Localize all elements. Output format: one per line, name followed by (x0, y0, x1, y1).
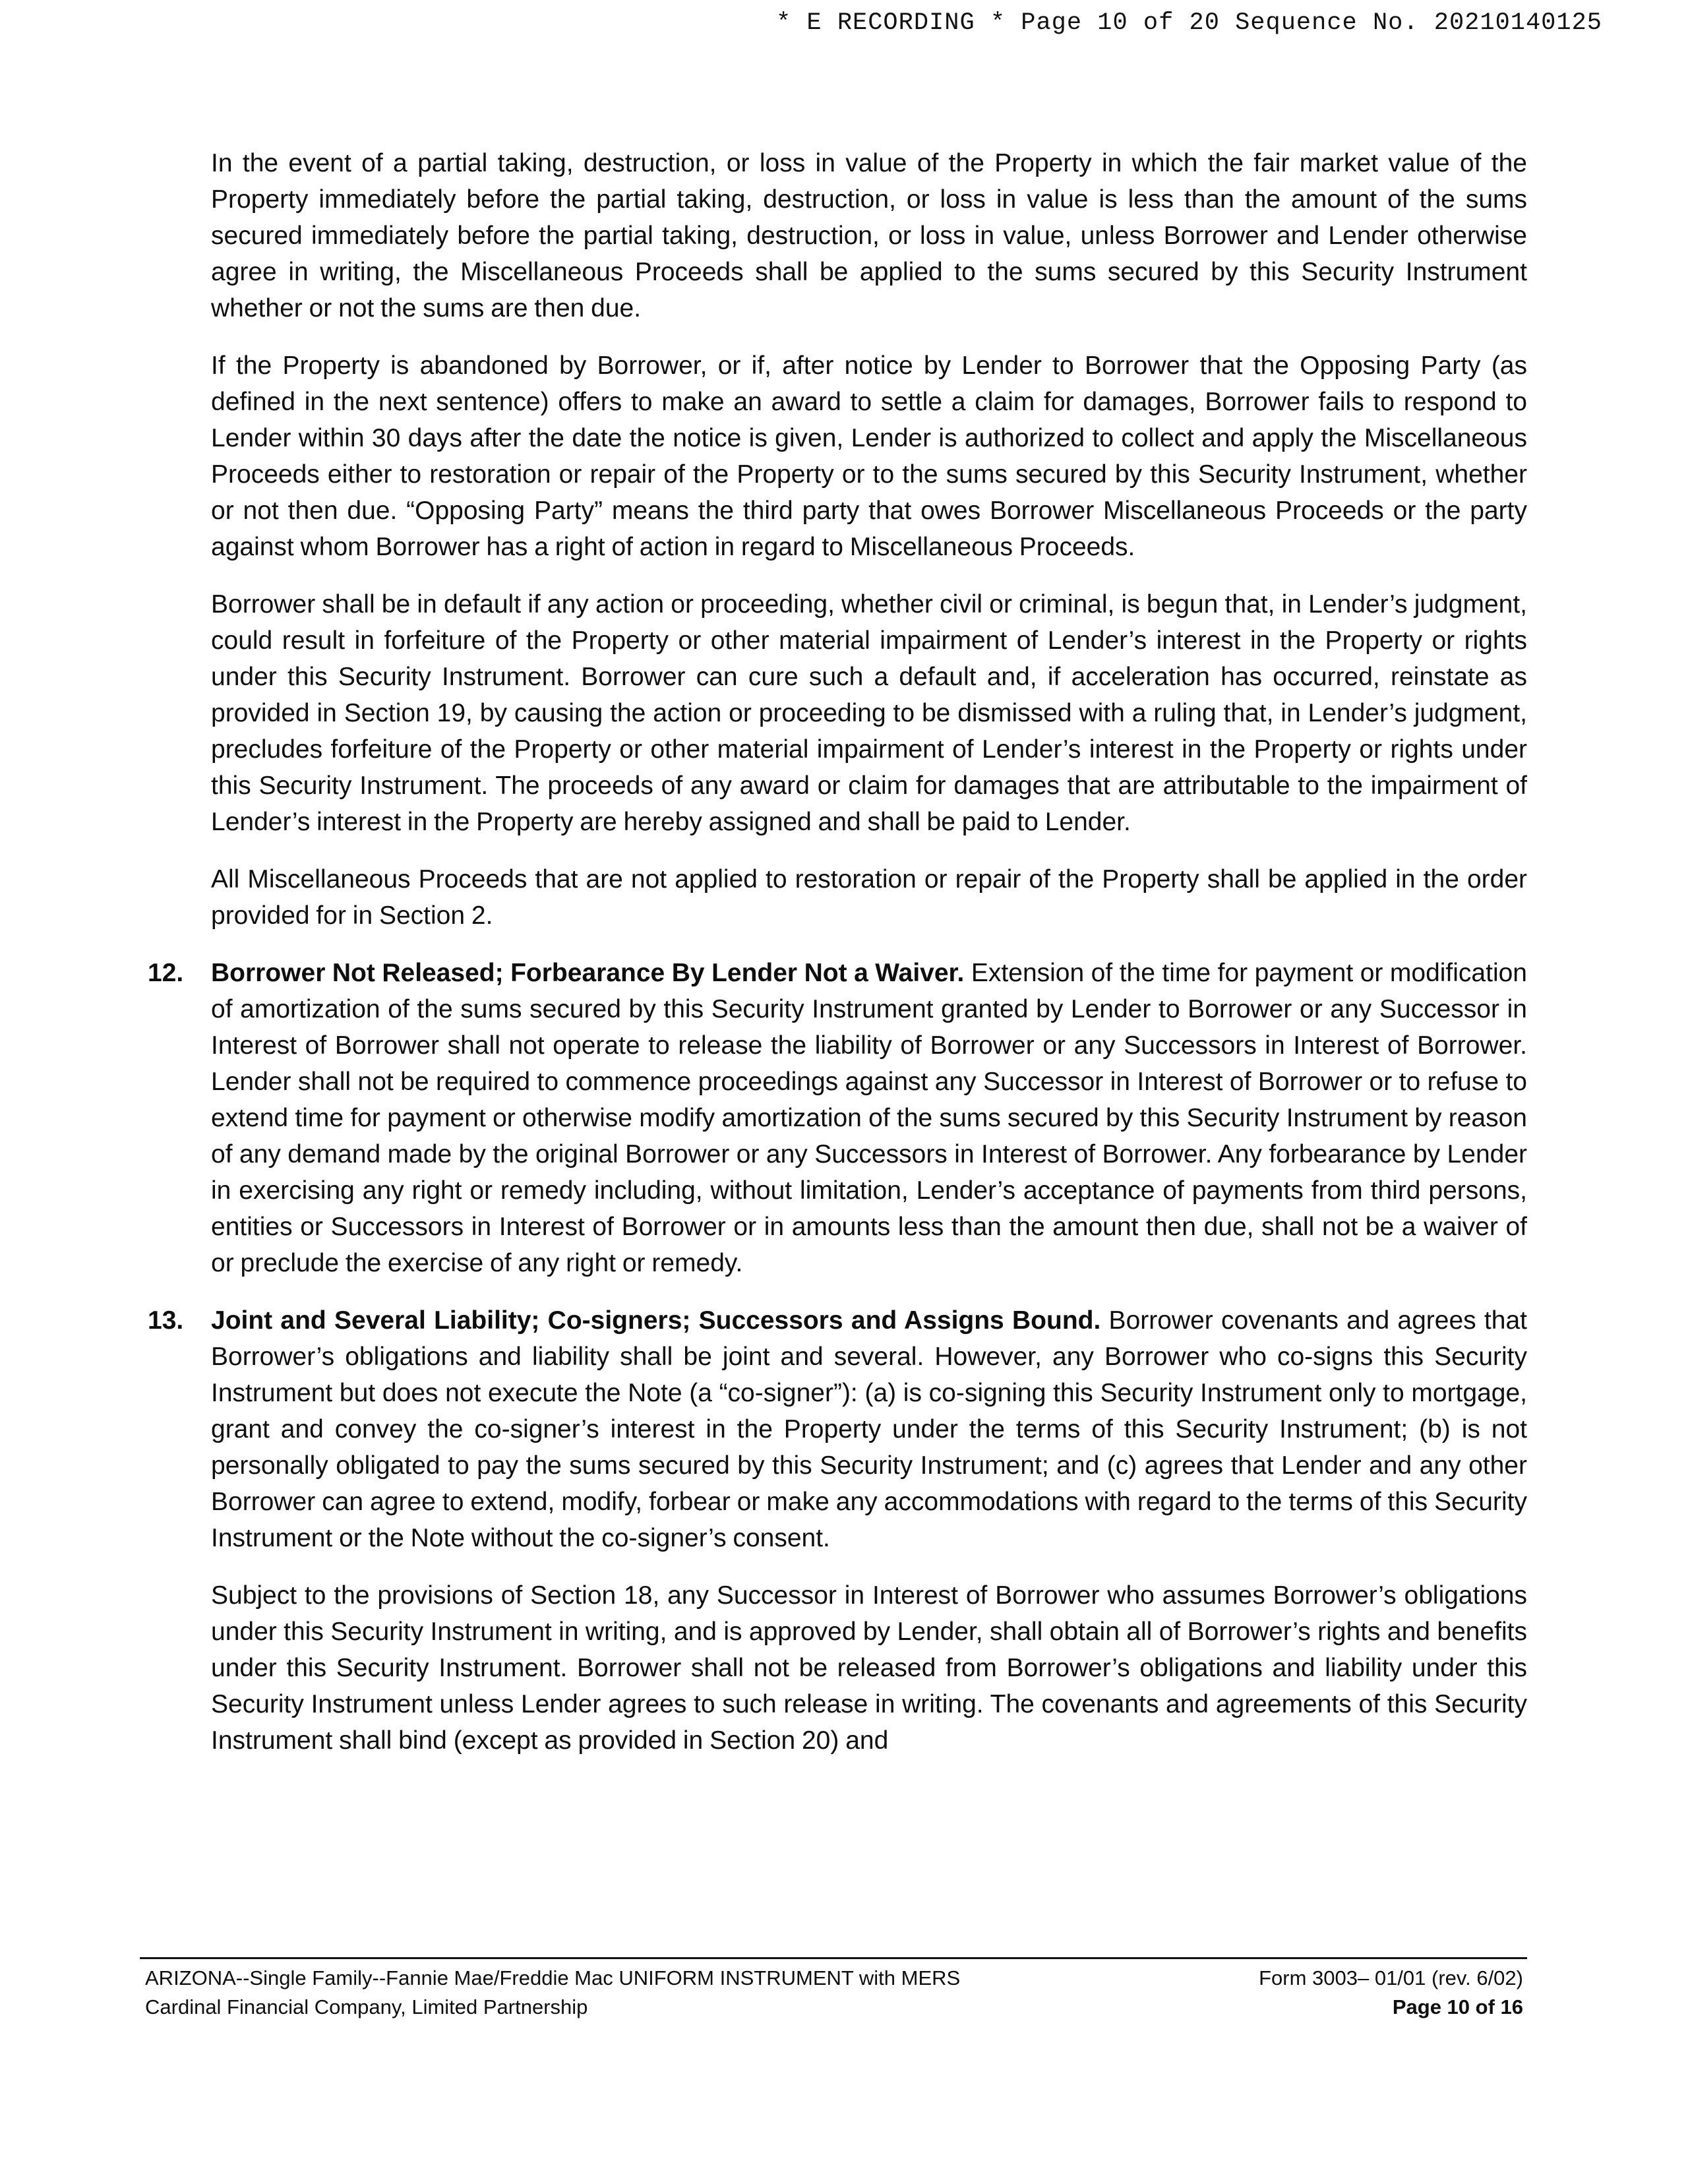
footer-form-number: Form 3003– 01/01 (rev. 6/02) (1259, 1966, 1523, 1989)
paragraph-partial-taking: In the event of a partial taking, destruction, or loss in value of the Property in which the fair market value of the Property immediately before the partial taking, destruction, or loss in value is less than the amount of the sums secured immediately before the partial taking, destruction, or loss in value, unless Borrower and Lender otherwise agree in writing, the Miscellaneous Proceeds shall be applied to the sums secured by this Security Instrument whether or not the sums are then due. (211, 149, 1527, 322)
section-12-title: Borrower Not Released; Forbearance By Lender Not a Waiver. (211, 959, 965, 987)
footer-instrument-title: ARIZONA--Single Family--Fannie Mae/Freddie Mac UNIFORM INSTRUMENT with MERS (145, 1966, 961, 1989)
section-13-title: Joint and Several Liability; Co-signers; Successors and Assigns Bound. (211, 1306, 1101, 1335)
section-13-number: 13. (148, 1306, 184, 1335)
section-12-number: 12. (148, 959, 184, 987)
page-footer (145, 1964, 1523, 2022)
paragraph-misc-proceeds: All Miscellaneous Proceeds that are not applied to restoration or repair of the Property shall be applied in the order provided for in Section 2. (211, 865, 1527, 930)
section-12-text: Extension of the time for payment or modification of amortization of the sums secured by this Security Instrument granted by Lender to Borrower or any Successor in Interest of Borrower shall not operate to release the liability of Borrower or any Successors in Interest of Borrower. Lender shall not be required to commence proceedings against any Successor in Interest of Borrower or to refuse to extend time for payment or otherwise modify amortization of the sums secured by this Security Instrument by reason of any demand made by the original Borrower or any Successors in Interest of Borrower. Any forbearance by Lender in exercising any right or remedy including, without limitation, Lender’s acceptance of payments from third persons, entities or Successors in Interest of Borrower or in amounts less than the amount then due, shall not be a waiver of or preclude the exercise of any right or remedy. (211, 959, 1527, 1277)
document-body (148, 145, 1527, 1780)
paragraph-abandoned-property: If the Property is abandoned by Borrower, or if, after notice by Lender to Borrower that the Opposing Party (as defined in the next sentence) offers to make an award to settle a claim for damages, Borrower fails to respond to Lender within 30 days after the date the notice is given, Lender is authorized to collect and apply the Miscellaneous Proceeds either to restoration or repair of the Property or to the sums secured by this Security Instrument, whether or not then due. “Opposing Party” means the third party that owes Borrower Miscellaneous Proceeds or the party against whom Borrower has a right of action in regard to Miscellaneous Proceeds. (211, 351, 1527, 561)
section-12 (148, 955, 1527, 1281)
footer-lender-name: Cardinal Financial Company, Limited Partnership (145, 1995, 588, 2018)
paragraph-default-action: Borrower shall be in default if any action or proceeding, whether civil or criminal, is begun that, in Lender’s judgment, could result in forfeiture of the Property or other material impairment of Lender’s interest in the Property or rights under this Security Instrument. Borrower can cure such a default and, if acceleration has occurred, reinstate as provided in Section 19, by causing the action or proceeding to be dismissed with a ruling that, in Lender’s judgment, precludes forfeiture of the Property or other material impairment of Lender’s interest in the Property or rights under this Security Instrument. The proceeds of any award or claim for damages that are attributable to the impairment of Lender’s interest in the Property are hereby assigned and shall be paid to Lender. (211, 590, 1527, 836)
paragraph-successors: Subject to the provisions of Section 18, any Successor in Interest of Borrower who assumes Borrower’s obligations under this Security Instrument in writing, and is approved by Lender, shall obtain all of Borrower’s rights and benefits under this Security Instrument. Borrower shall not be released from Borrower’s obligations and liability under this Security Instrument unless Lender agrees to such release in writing. The covenants and agreements of this Security Instrument shall bind (except as provided in Section 20) and (211, 1581, 1527, 1755)
footer-page-number: Page 10 of 16 (1392, 1995, 1523, 2018)
section-13 (148, 1302, 1527, 1556)
recording-stamp: * E RECORDING * Page 10 of 20 Sequence No. 20210140125 (776, 9, 1602, 37)
section-13-text: Borrower covenants and agrees that Borrower’s obligations and liability shall be joint and several. However, any Borrower who co-signs this Security Instrument but does not execute the Note (a “co-signer”): (a) is co-signing this Security Instrument only to mortgage, grant and convey the co-signer’s interest in the Property under the terms of this Security Instrument; (b) is not personally obligated to pay the sums secured by this Security Instrument; and (c) agrees that Lender and any other Borrower can agree to extend, modify, forbear or make any accommodations with regard to the terms of this Security Instrument or the Note without the co-signer’s consent. (211, 1306, 1527, 1552)
footer-divider (140, 1957, 1527, 1959)
